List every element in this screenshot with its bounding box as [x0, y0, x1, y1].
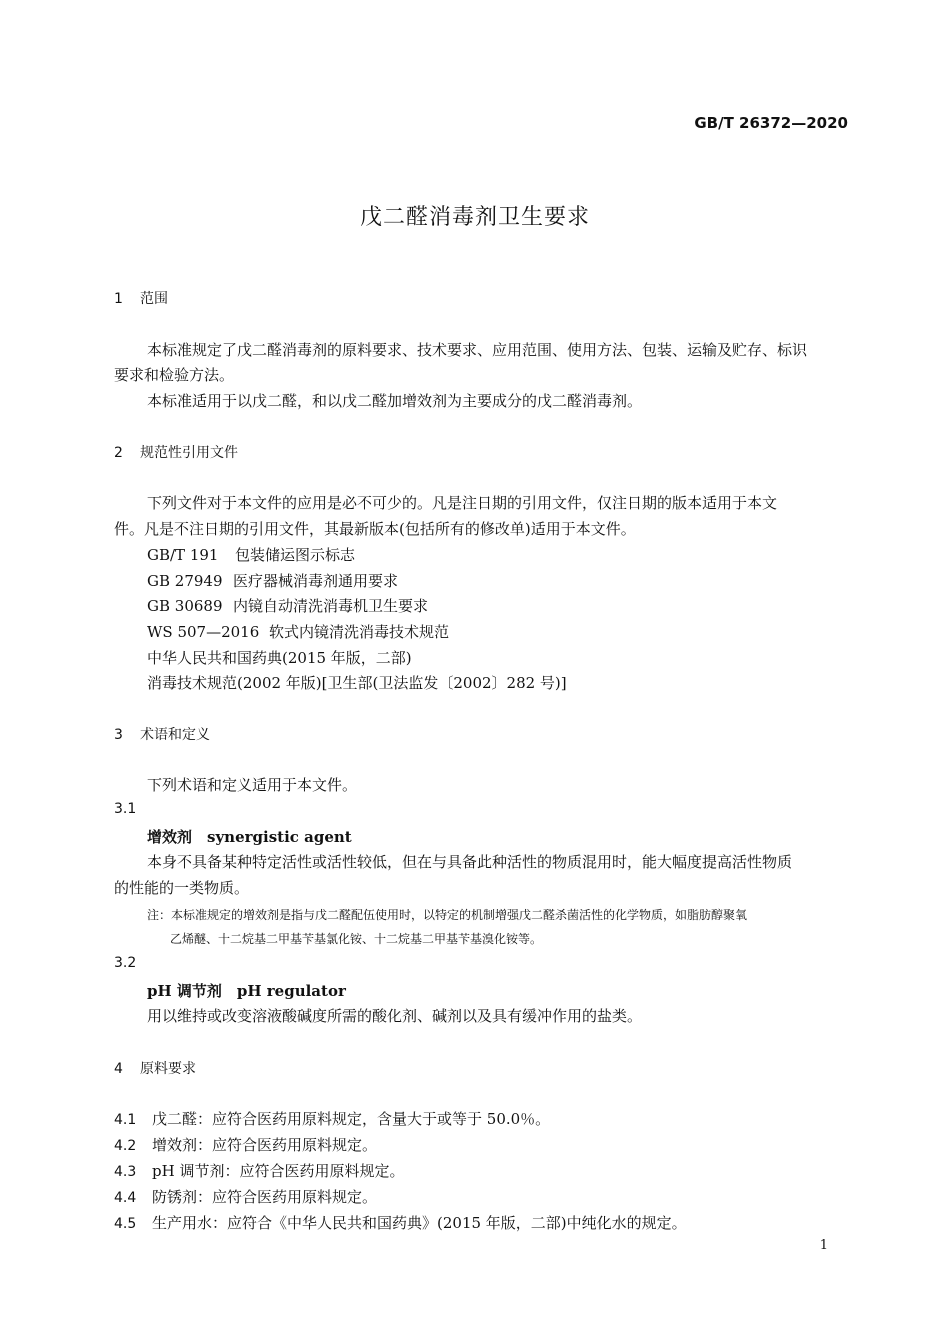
- section-number: 2: [114, 445, 123, 461]
- section-heading-materials: [114, 1058, 196, 1078]
- section-heading-normative-references: [114, 442, 238, 462]
- requirement-number: 4.3: [114, 1164, 137, 1180]
- section-number: 1: [114, 291, 123, 307]
- section-number: 3: [114, 727, 123, 743]
- requirement-item: [114, 1134, 377, 1155]
- requirement-number: 4.2: [114, 1138, 137, 1154]
- requirement-item: [114, 1108, 550, 1129]
- requirement-text: 防锈剂：应符合医药用原料规定。: [152, 1188, 378, 1206]
- reference-title: 包装储运图示标志: [235, 546, 356, 564]
- requirement-text: 增效剂：应符合医药用原料规定。: [152, 1136, 378, 1154]
- scope-paragraph-line: 本标准规定了戊二醛消毒剂的原料要求、技术要求、应用范围、使用方法、包装、运输及贮存、标识: [147, 341, 808, 359]
- term-definition: 用以维持或改变溶液酸碱度所需的酸化剂、碱剂以及具有缓冲作用的盐类。: [147, 1007, 643, 1025]
- requirement-number: 4.1: [114, 1112, 137, 1128]
- refs-intro-line: 件。凡是不注日期的引用文件，其最新版本(包括所有的修改单)适用于本文件。: [114, 520, 636, 538]
- term-definition-line: 的性能的一类物质。: [114, 879, 250, 897]
- scope-paragraph-line: 要求和检验方法。: [114, 366, 235, 384]
- requirement-text: 戊二醛：应符合医药用原料规定，含量大于或等于 50.0％。: [152, 1110, 551, 1128]
- section-title: 术语和定义: [140, 727, 210, 743]
- page-number: 1: [819, 1238, 828, 1253]
- term-definition-line: 本身不具备某种特定活性或活性较低，但在与具备此种活性的物质混用时，能大幅度提高活性物质: [147, 853, 793, 871]
- standard-number: GB/T 26372—2020: [694, 114, 848, 132]
- term-name: pH 调节剂 pH regulator: [147, 982, 346, 1000]
- requirement-item: [114, 1212, 687, 1233]
- reference-title: 软式内镜清洗消毒技术规范: [269, 623, 450, 641]
- reference-item: [147, 570, 398, 591]
- section-title: 规范性引用文件: [140, 445, 238, 461]
- reference-item: [147, 672, 567, 693]
- section-title: 原料要求: [140, 1061, 196, 1077]
- term-note-line: 乙烯醚、十二烷基二甲基苄基氯化铵、十二烷基二甲基苄基溴化铵等。: [170, 932, 543, 946]
- requirement-number: 4.5: [114, 1216, 137, 1232]
- term-number: 3.2: [114, 955, 137, 971]
- reference-item: [147, 647, 412, 668]
- reference-code: GB/T 191: [147, 546, 219, 564]
- requirement-text: 生产用水：应符合《中华人民共和国药典》(2015 年版，二部)中纯化水的规定。: [152, 1214, 687, 1232]
- requirement-item: [114, 1186, 377, 1207]
- term-number: 3.1: [114, 801, 137, 817]
- document-title: 戊二醛消毒剂卫生要求: [359, 205, 590, 230]
- refs-intro-line: 下列文件对于本文件的应用是必不可少的。凡是注日期的引用文件，仅注日期的版本适用于本文: [147, 494, 778, 512]
- terms-intro: 下列术语和定义适用于本文件。: [147, 776, 358, 794]
- scope-paragraph: 本标准适用于以戊二醛，和以戊二醛加增效剂为主要成分的戊二醛消毒剂。: [147, 392, 643, 410]
- reference-code: 中华人民共和国药典(2015 年版，二部): [147, 649, 412, 667]
- reference-code: 消毒技术规范(2002 年版)[卫生部(卫法监发〔2002〕282 号)]: [147, 674, 567, 692]
- reference-title: 医疗器械消毒剂通用要求: [233, 572, 399, 590]
- reference-title: 内镜自动清洗消毒机卫生要求: [233, 597, 429, 615]
- requirement-number: 4.4: [114, 1190, 137, 1206]
- term-note-line: 注：本标准规定的增效剂是指与戊二醛配伍使用时，以特定的机制增强戊二醛杀菌活性的化学物质，如脂肪醇聚氧: [147, 908, 748, 922]
- reference-item: [147, 621, 449, 642]
- reference-item: [147, 595, 428, 616]
- reference-item: [147, 544, 355, 565]
- term-name: 增效剂 synergistic agent: [147, 828, 352, 846]
- section-number: 4: [114, 1061, 123, 1077]
- section-heading-scope: [114, 288, 168, 308]
- requirement-item: [114, 1160, 404, 1181]
- reference-code: GB 27949: [147, 572, 223, 590]
- section-title: 范围: [140, 291, 168, 307]
- reference-code: GB 30689: [147, 597, 223, 615]
- requirement-text: pH 调节剂：应符合医药用原料规定。: [152, 1162, 405, 1180]
- reference-code: WS 507—2016: [147, 623, 260, 641]
- section-heading-terms: [114, 724, 210, 744]
